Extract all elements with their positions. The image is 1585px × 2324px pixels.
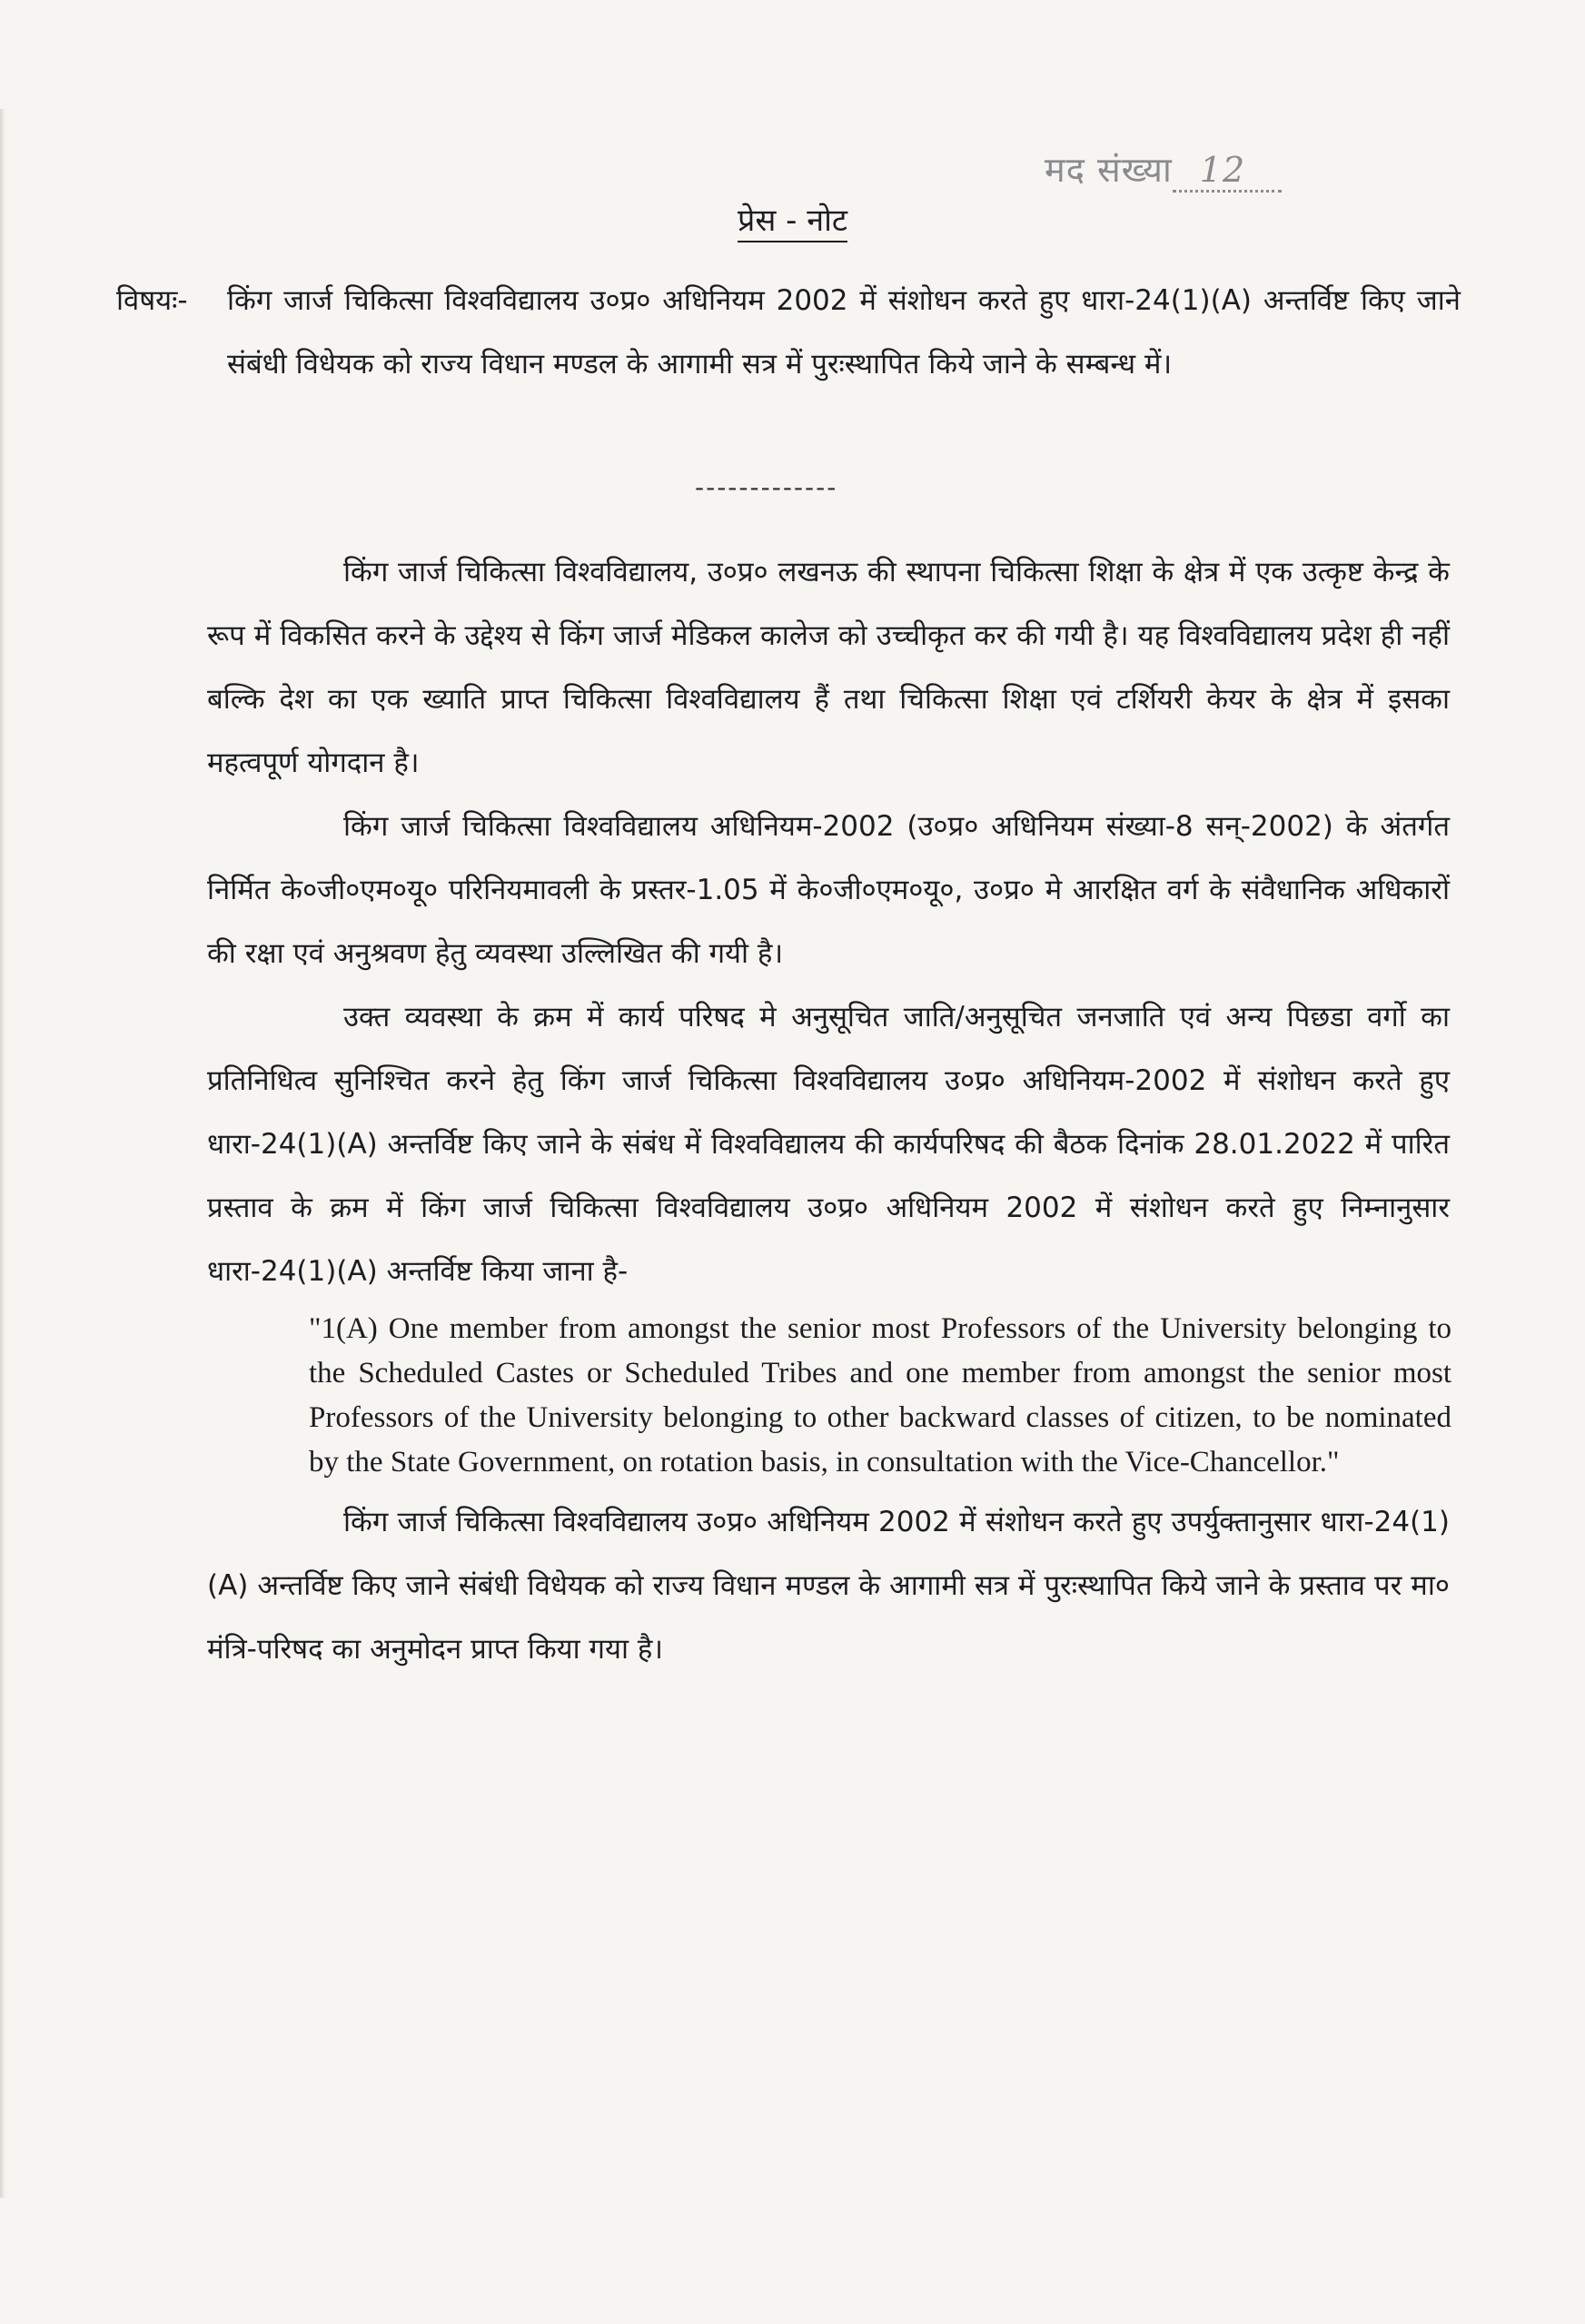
subject-block: [116, 269, 1461, 396]
quoted-amendment: "1(A) One member from amongst the senior most Professors of the University belonging to the Scheduled Castes or Scheduled Tribes and one member from amongst the senior most Professors of the University belonging to other backward classes of citizen, to be nominated by the State Government, on rotation basis, in consultation with the Vice-Chancellor.": [309, 1312, 1451, 1478]
item-number-stamp: [1045, 145, 1282, 193]
subject-label: विषयः-: [116, 284, 188, 317]
page-title: [0, 198, 1585, 240]
subject-text: किंग जार्ज चिकित्सा विश्वविद्यालय उ०प्र० अधिनियम 2002 में संशोधन करते हुए धारा-24(1)(A) अन्तर्विष्ट किए जाने संबंधी विधेयक को राज्य विधान मण्डल के आगामी सत्र में पुरःस्थापित किये जाने के सम्बन्ध में।: [227, 284, 1461, 381]
paragraph-3: उक्त व्यवस्था के क्रम में कार्य परिषद मे अनुसूचित जाति/अनुसूचित जनजाति एवं अन्य पिछडा वर्गो का प्रतिनिधित्व सुनिश्चित करने हेतु किंग जार्ज चिकित्सा विश्वविद्यालय उ०प्र० अधिनियम-2002 में संशोधन करते हुए धारा-24(1)(A) अन्तर्विष्ट किए जाने के संबंध में विश्वविद्यालय की कार्यपरिषद की बैठक दिनांक 28.01.2022 में पारित प्रस्ताव के क्रम में किंग जार्ज चिकित्सा विश्वविद्यालय उ०प्र० अधिनियम 2002 में संशोधन करते हुए निम्नानुसार धारा-24(1)(A) अन्तर्विष्ट किया जाना है-: [207, 1001, 1450, 1288]
paragraph-1: किंग जार्ज चिकित्सा विश्वविद्यालय, उ०प्र० लखनऊ की स्थापना चिकित्सा शिक्षा के क्षेत्र में एक उत्कृष्ट केन्द्र के रूप में विकसित करने के उद्देश्य से किंग जार्ज मेडिकल कालेज को उच्चीकृत कर की गयी है। यह विश्वविद्यालय प्रदेश ही नहीं बल्कि देश का एक ख्याति प्राप्त चिकित्सा विश्वविद्यालय हैं तथा चिकित्सा शिक्षा एवं टर्शियरी केयर के क्षेत्र में इसका महत्वपूर्ण योगदान है।: [207, 556, 1450, 779]
separator-line: -------------: [695, 472, 838, 502]
page-edge-shadow: [0, 109, 5, 2198]
paragraph-2: किंग जार्ज चिकित्सा विश्वविद्यालय अधिनियम-2002 (उ०प्र० अधिनियम संख्या-8 सन्-2002) के अंतर्गत निर्मित के०जी०एम०यू० परिनियमावली के प्रस्तर-1.05 में के०जी०एम०यू०, उ०प्र० मे आरक्षित वर्ग के संवैधानिक अधिकारों की रक्षा एवं अनुश्रवण हेतु व्यवस्था उल्लिखित की गयी है।: [207, 810, 1450, 970]
page-title-text: प्रेस - नोट: [738, 203, 847, 242]
paragraph-4: किंग जार्ज चिकित्सा विश्वविद्यालय उ०प्र० अधिनियम 2002 में संशोधन करते हुए उपर्युक्तानुसार धारा-24(1)(A) अन्तर्विष्ट किए जाने संबंधी विधेयक को राज्य विधान मण्डल के आगामी सत्र में पुरःस्थापित किये जाने के प्रस्ताव पर मा० मंत्रि-परिषद का अनुमोदन प्राप्त किया गया है।: [207, 1506, 1450, 1666]
item-number-value: 12: [1173, 150, 1282, 193]
item-number-label: मद संख्या: [1045, 150, 1173, 190]
document-body: [207, 540, 1450, 1681]
